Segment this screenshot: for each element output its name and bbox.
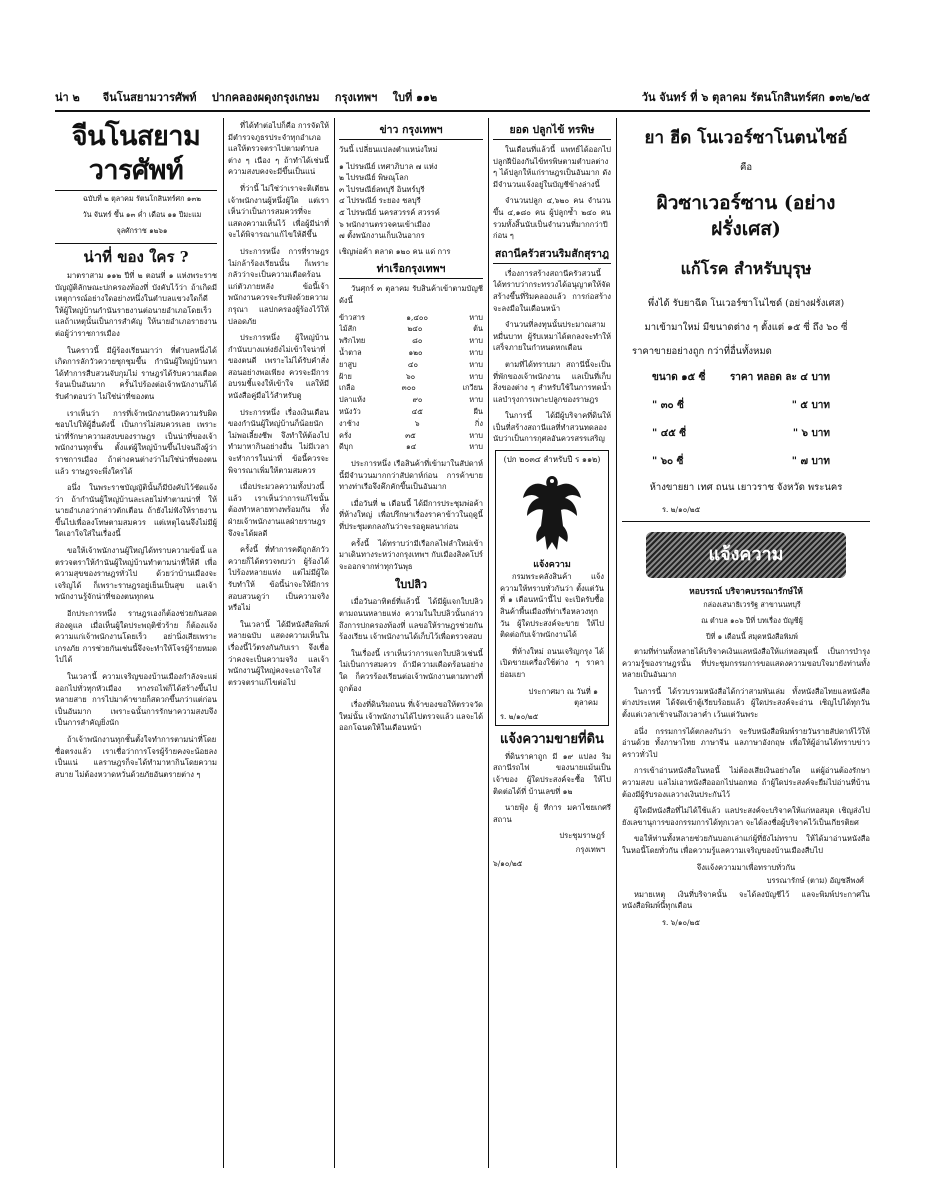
header-rule (55, 110, 870, 112)
library-signature: บรรณารักษ์ (ตาม) อัญชลีพงศ์ (766, 876, 864, 886)
cargo-unit: หาบ (469, 430, 483, 440)
ad-shop: ห้างขายยา เทศ ถนน เยาวราช จังหวัด พระนคร (649, 482, 843, 493)
cargo-unit: ต้น (473, 324, 483, 334)
page-number: น่า ๒ (55, 91, 80, 104)
table-row (339, 312, 483, 324)
station-paragraph: ตามที่ได้ทราบมา สถานีนี้จะเป็นที่พักของเจ้าพนักงาน แลเป็นที่เก็บสิ่งของต่าง ๆ สำหรับใช้ในการทดน้ำแลบำรุงการเพาะปลูกของราษฎร (493, 359, 611, 404)
cargo-qty: ๓๕ (405, 430, 416, 440)
cargo-table (339, 312, 483, 454)
cargo-qty: ๓๐๐ (401, 383, 416, 393)
table-row (339, 371, 483, 383)
article-paragraph: ประการหนึ่ง เรื่องเงินเดือนของกำนันผู้ใหญ่บ้านก็น้อยนัก ไม่พอเลี้ยงชีพ จึงทำให้ต้องไปทำมาหากินอย่างอื่น ไม่มีเวลาจะทำการในน่าที่ ข้อนี้ควรจะพิจารณาเพิ่มให้ตามสมควร (228, 407, 329, 475)
library-paragraph: การเข้าอ่านหนังสือในหอนี้ ไม่ต้องเสียเงินอย่างใด แต่ผู้อ่านต้องรักษาความสงบ แลไม่เอาหนังสือออกไปนอกหอ ถ้าผู้ใดประสงค์จะยืมไปอ่านที่บ้าน ต้องมีผู้รับรองแลวางเงินประกันไว้ (622, 766, 870, 799)
issue-label: ใบที่ (392, 91, 413, 104)
column-rule-4 (616, 118, 617, 1168)
port-heading: ท่าเรือกรุงเทพฯ (339, 262, 483, 279)
table-row (339, 418, 483, 430)
leaflet-paragraph: เรื่องที่ดินริมถนน ที่เจ้าของขอให้ตรวจวัดใหม่นั้น เจ้าพนักงานได้ไปตรวจแล้ว แลจะได้ออกโฉนดให้ในเดือนหน้า (339, 700, 483, 733)
port-intro: วันศุกร์ ๓ ตุลาคม รับสินค้าเข้าตามบัญชีดังนี้ (339, 284, 483, 305)
news-list (339, 161, 483, 242)
article-paragraph: ที่ได้ทำต่อไปก็คือ การจัดให้มีตำรวจภูธรประจำทุกอำเภอ แลให้ตรวจตราไปตามตำบลต่าง ๆ เนือง ๆ ถ้าทำได้เช่นนี้ ความสงบคงจะมีขึ้นเป็นแน่ (228, 121, 329, 177)
price-row (622, 368, 870, 388)
land-sale-paragraph: ที่ดินราคาถูก มี ๑๙ แปลง ริมสถานีรถไฟ ของนายแม้นเป็นเจ้าของ ผู้ใดประสงค์จะซื้อ ให้ไปติดต่อได้ที่ บ้านเลขที่ ๑๒ (493, 751, 611, 796)
cargo-unit: หาบ (469, 395, 483, 405)
list-item: ๔ ไปรษณีย์ ระยอง ชลบุรี (339, 196, 421, 206)
cargo-qty: ๙๐ (412, 395, 423, 405)
notice-paragraph: ที่ห้างใหม่ ถนนเจริญกรุง ได้เปิดขายเครื่องใช้ต่าง ๆ ราคาย่อมเยา (500, 646, 604, 679)
ad-text-3: ราคาขายอย่างถูก กว่าที่อื่นทั้งหมด (632, 346, 772, 357)
article-paragraph: ประการหนึ่ง ผู้ใหญ่บ้านกำนันบางแห่งยังไม่เข้าใจน่าที่ของตนดี เพราะไม่ได้รับคำสั่งสอนอย่างพอเพียง ควรจะมีการอบรมชี้แจงให้เข้าใจ แลให้มีหนังสือคู่มือไว้สำหรับดู (228, 333, 329, 401)
library-sub-1: กล่องเสนาธิเวรรัฐ สาขานนทบุรี (703, 600, 801, 609)
price-size: " ๓๐ ซี่ (652, 400, 684, 411)
notice-signature: ประกาศมา ณ วันที่ ๑ ตุลาคม (528, 686, 598, 708)
table-row (339, 430, 483, 442)
price-value: " ๖ บาท (792, 428, 830, 439)
price-size: " ๖๐ ซี่ (652, 456, 684, 467)
list-item: ๑ ไปรษณีย์ เทศาภิบาล ๗ แห่ง (339, 161, 438, 171)
garuda-seal-icon (517, 470, 587, 556)
editorial-paragraph: อนึ่ง ในพระราชบัญญัตินั้นก็มีบังคับไว้ชัดแจ้งว่า ถ้ากำนันผู้ใหญ่บ้านละเลยไม่ทำตามน่าที่ ให้นายอำเภอว่ากล่าวตักเตือน ถ้ายังไม่ฟังให้รายงานขึ้นไปเพื่อลงโทษตามสมควร แต่เหตุไฉนจึงไม่มีผู้ใดเอาใจใส่ในเรื่องนี้ (55, 483, 217, 539)
cargo-unit: ผืน (473, 406, 483, 416)
column-5 (622, 120, 870, 1170)
notice-box-title: (ปก ๒๐๓๔ สำหรับปี ร ๑๑๒) (503, 455, 601, 465)
column-rule-2 (334, 118, 335, 1168)
ad-title: ยา ฮีด โนเวอร์ซาโนตนไซอ์ (644, 128, 848, 148)
paper-name: จีนโนสยามวารศัพท์ (102, 91, 197, 104)
price-row (622, 452, 870, 472)
list-item: ๕ ไปรษณีย์ นครสวรรค์ สวรรค์ (339, 207, 440, 217)
masthead-date: วัน จันทร์ ขึ้น ๑๓ ค่ำ เดือน ๑๑ ปีมะแม (82, 210, 202, 219)
editorial-paragraph: ในเวลานี้ ความเจริญของบ้านเมืองกำลังจะแผ่ออกไปทั่วทุกหัวเมือง ทางรถไฟก็ได้สร้างขึ้นไปหลายสาย การไปมาค้าขายก็สดวกขึ้นกว่าแต่ก่อนเป็นอันมาก เพราะฉนั้นการรักษาความสงบจึงเป็นการสำคัญยิ่งนัก (55, 672, 217, 728)
price-value: " ๕ บาท (791, 400, 830, 411)
port-paragraph: ครั้งนี้ ได้ทราบว่ามีเรือกลไฟลำใหม่เข้ามาเดินทางระหว่างกรุงเทพฯ กับเมืองสิงคโปร์ จะออกจากท่าทุกวันพุธ (339, 538, 483, 571)
library-sub-3: ปีที่ ๑ เดือนนี้ สมุดหนังสือพิมพ์ (706, 632, 798, 641)
port-paragraph: ประการหนึ่ง เรือสินค้าที่เข้ามาในสัปดาห์นี้มีจำนวนมากกว่าสัปดาห์ก่อน การค้าขายทางท่าเรือจึงคึกคักขึ้นเป็นอันมาก (339, 459, 483, 492)
issue-number: ๑๑๒ (416, 91, 438, 104)
library-paragraph: ตามที่ท่านทั้งหลายได้บริจาคเงินแลหนังสือให้แก่หอสมุดนี้ เป็นการบำรุงความรู้ของราษฎรนั้น ที่ประชุมกรรมการขอแสดงความขอบใจมายังท่านทั้งหลายเป็นอันมาก (622, 647, 870, 680)
masthead-issue: ฉบับที่ ๒ ตุลาคม รัตนโกสินทร์ศก ๑๓๒ (83, 194, 201, 203)
land-sale-heading: แจ้งความขายที่ดิน (500, 731, 604, 747)
page-header (55, 88, 870, 108)
column-2 (228, 120, 329, 1170)
notice-box (495, 450, 609, 726)
notice-date: ร. ๒/๑๐/๒๕ (500, 711, 539, 721)
article-paragraph: ประการหนึ่ง การที่ราษฎรไม่กล้าร้องเรียนนั้น ก็เพราะกลัวว่าจะเป็นความเดือดร้อนแก่ตัวภายหลัง ข้อนี้เจ้าพนักงานควรจะรับฟังด้วยความกรุณา แลปกครองผู้ร้องไว้ให้ปลอดภัย (228, 246, 329, 326)
list-item: ๒ ไปรษณีย์ พิษณุโลก (339, 173, 409, 183)
table-row (339, 394, 483, 406)
ad-text-2: มาเข้ามาใหม่ มีขนาดต่าง ๆ ตั้งแต่ ๑๕ ซี่ ถึง ๖๐ ซี่ (644, 322, 848, 333)
library-footnote: หมายเหตุ เงินที่บริจาคนั้น จะได้ลงบัญชีไว้ แลจะพิมพ์ประกาศในหนังสือพิมพ์นี้ทุกเดือน (622, 889, 870, 911)
editorial-paragraph: ถ้าเจ้าพนักงานทุกชั้นตั้งใจทำการตามน่าที่โดยซื่อตรงแล้ว เราเชื่อว่าการโจรผู้ร้ายคงจะน้อยลงเป็นแน่ แลราษฎรก็จะได้ทำมาหากินโดยความสบาย ไม่ต้องหวาดหวั่นด้วยภัยอันตรายต่าง ๆ (55, 734, 217, 779)
header-left (55, 88, 437, 106)
column-3 (339, 120, 483, 1170)
cargo-unit: หาบ (469, 347, 483, 357)
leaflet-paragraph: เมื่อวันอาทิตย์ที่แล้วนี้ ได้มีผู้แจกใบปลิวตามถนนหลายแห่ง ความในใบปลิวนั้นกล่าวถึงการปกครองท้องที่ แลขอให้ราษฎรช่วยกันร้องเรียน เจ้าพนักงานได้เก็บไว้เพื่อตรวจสอบ (339, 597, 483, 642)
port-paragraph: เมื่อวันที่ ๒ เดือนนี้ ได้มีการประชุมพ่อค้าที่ห้างใหญ่ เพื่อปรึกษาเรื่องราคาข้าวในฤดูนี้ ที่ประชุมตกลงกันว่าจะรอดูผลนาก่อน (339, 498, 483, 532)
editorial-paragraph: ขอให้เจ้าพนักงานผู้ใหญ่ได้ทราบความข้อนี้ แลตรวจตราให้กำนันผู้ใหญ่บ้านทำตามน่าที่ให้ดี เพื่อความสุขของราษฎรทั่วไป ด้วยว่าบ้านเมืองจะเจริญได้ ก็เพราะราษฎรอยู่เย็นเป็นสุข แลเจ้าพนักงานรู้จักน่าที่ของตนทุกคน (55, 546, 217, 602)
office-address: ปากคลองผดุงกรุงเกษม (211, 91, 320, 104)
city: กรุงเทพฯ (334, 91, 378, 104)
cargo-qty: ๘๐ (412, 336, 423, 346)
editorial-paragraph: มาตราสาม ๑๑๒ ปีที่ ๒ ตอนที่ ๑ แห่งพระราชบัญญัติลักษณะปกครองท้องที่ บังคับไว้ว่า ถ้าเกิดมีเหตุการณ์อย่างใดอย่างหนึ่งในตำบลแขวงใดก็ดี ให้ผู้ใหญ่บ้านกำนันรายงานต่อนายอำเภอโดยเร็ว แลถ้าเหตุนั้นเป็นการสำคัญ ให้นายอำเภอรายงานต่อผู้ว่าราชการเมือง (55, 271, 217, 338)
library-sub-2: ณ ตำบล ๑๐๖ ปีที่ บทเรื่อง บัญชีผู้ (701, 616, 803, 625)
price-size: " ๔๕ ซี่ (652, 428, 687, 439)
article-paragraph: ครั้งนี้ ที่ทำการคดีถูกลักวัวควายก็ได้ตรวจพบว่า ผู้ร้องได้ไปร้องหลายแห่ง แต่ไม่มีผู้ใดรับทำให้ ข้อนี้น่าจะให้มีการสอบสวนดูว่า เป็นความจริงหรือไม่ (228, 545, 329, 613)
table-row (339, 359, 483, 371)
cargo-item: หนังวัว (339, 406, 361, 416)
leaflet-paragraph: ในเรื่องนี้ เราเห็นว่าการแจกใบปลิวเช่นนี้ ไม่เป็นการสมควร ถ้ามีความเดือดร้อนอย่างใด ก็ควรร้องเรียนต่อเจ้าพนักงานตามทางที่ถูกต้อง (339, 648, 483, 693)
price-size: ขนาด ๑๕ ซี่ (652, 372, 706, 383)
table-row (339, 441, 483, 453)
cargo-item: งาช้าง (339, 418, 360, 428)
ad-is: คือ (739, 162, 753, 173)
table-row (339, 406, 483, 418)
cargo-item: เกลือ (339, 383, 355, 393)
ad-divider (622, 521, 870, 522)
ad-date: ร. ๒/๑๐/๒๕ (662, 505, 701, 514)
ad-price-list (622, 368, 870, 472)
header-date: วัน จันทร์ ที่ ๖ ตุลาคม รัตนโกสินทร์ศก ๑๓๒/๒๕ (641, 91, 870, 104)
library-heading: หอบรรณ์ บริจาคบรรณารักษ์ให้ (689, 587, 803, 597)
cargo-item: ดีบุก (339, 442, 353, 452)
list-item: ๗ ตั้งพนักงานเก็บเงินอากร (339, 231, 425, 241)
vaccine-heading: ยอด ปลูกไข้ ทรพิษ (493, 123, 611, 140)
station-paragraph: จำนวนที่ลงทุนนั้นประมาณสามหมื่นบาท ผู้รับเหมาได้ตกลงจะทำให้เสร็จภายในกำหนดหกเดือน (493, 320, 611, 353)
masthead-info (55, 190, 217, 244)
news-list-intro: วันนี้ เปลี่ยนแปลงตำแหน่งใหม่ (339, 145, 438, 154)
ad-text-1: พึ่งได้ รับยาฉีด โนเวอร์ซาโนไซด์ (อย่างฝรั่งเศส) (647, 298, 845, 309)
price-row (622, 424, 870, 444)
vaccine-paragraph: จำนวนปลูก ๔,๖๒๐ คน จำนวนขึ้น ๔,๑๘๐ คน ผู้ปลูกซ้ำ ๒๔๐ คน รวมทั้งสิ้นนับเป็นจำนวนที่มากกว่าปีก่อน ๆ (493, 196, 611, 241)
cargo-unit: หาบ (469, 371, 483, 381)
column-1 (55, 120, 217, 1170)
cargo-qty: ๖ (414, 418, 420, 428)
ad-cure: แก้โรค สำหรับบุรุษ (680, 259, 812, 278)
cargo-item: ฝ้าย (339, 371, 352, 381)
notice-banner: แจ้งความ (646, 532, 846, 578)
table-row (339, 347, 483, 359)
cargo-qty: ๑๔ (405, 442, 417, 452)
price-value: " ๗ บาท (791, 456, 830, 467)
table-row (339, 323, 483, 335)
library-date: ร. ๖/๑๐/๒๕ (662, 917, 701, 927)
article-paragraph: ที่ว่านี้ ไม่ใช่ว่าเราจะติเตียนเจ้าพนักงานผู้หนึ่งผู้ใด แต่เราเห็นว่าเป็นการสมควรที่จะแสดงความเห็นไว้ เพื่อผู้มีน่าที่จะได้พิจารณาแก้ไขให้ดีขึ้น (228, 183, 329, 240)
notice-paragraph: กรมพระคลังสินค้า แจ้งความให้ทราบทั่วกันว่า ตั้งแต่วันที่ ๑ เดือนหน้านี้ไป จะเปิดรับซื้อสินค้าพื้นเมืองที่ท่าเรือหลวงทุกวัน ผู้ใดประสงค์จะขาย ให้ไปติดต่อกับเจ้าพนักงานได้ (500, 572, 604, 640)
list-item: ๖ พนักงานตรวจคนเข้าเมือง (339, 219, 431, 229)
cargo-item: ข้าวสาร (339, 312, 365, 322)
ad-product-name: ผิวซาเวอร์ซาน (อย่างฝรั่งเศส) (656, 192, 836, 240)
library-closing: จึงแจ้งความมาเพื่อทราบทั่วกัน (696, 862, 796, 872)
cargo-unit: หาบ (469, 442, 483, 452)
masthead-year: จุลศักราช ๑๒๖๑ (116, 226, 168, 235)
cargo-unit: กิ่ง (474, 418, 483, 428)
station-paragraph: ในการนี้ ได้มีผู้บริจาคที่ดินให้เป็นที่สร้างสถานีแลที่ทำสวนทดลอง นับว่าเป็นการกุศลอันควรสรรเสริญ (493, 411, 611, 444)
cargo-item: ไม้สัก (339, 324, 357, 334)
cargo-qty: ๑๒๐ (408, 347, 423, 357)
news-list-note: เชิญพ่อค้า ตลาด ๑๒๐ คน แด่ การ (339, 246, 451, 256)
station-paragraph: เรื่องการสร้างสถานีครัวสวนนี้ ได้ทราบว่ากระทรวงได้อนุญาตให้จัดสร้างขึ้นที่ริมคลองแล้ว การก่อสร้างจะลงมือในเดือนหน้า (493, 268, 611, 313)
library-paragraph: ผู้ใดมีหนังสือที่ไม่ได้ใช้แล้ว แลประสงค์จะบริจาคให้แก่หอสมุด เชิญส่งไปยังเลขานุการของกรรมการได้ทุกเวลา จะได้ลงชื่อผู้บริจาคไว้เป็นเกียรติยศ (622, 806, 870, 827)
column-rule-1 (223, 118, 224, 1168)
list-item: ๓ ไปรษณีย์ลพบุรี อินทร์บุรี (339, 184, 425, 194)
article-paragraph: เมื่อประมวลความทั้งปวงนี้แล้ว เราเห็นว่าการแก้ไขนั้นต้องทำหลายทางพร้อมกัน ทั้งฝ่ายเจ้าพนักงานแลฝ่ายราษฎร จึงจะได้ผลดี (228, 482, 329, 538)
cargo-item: ครั่ง (339, 430, 352, 440)
masthead: จีนโนสยามวารศัพท์ (71, 121, 201, 186)
column-rule-3 (488, 118, 489, 1168)
article-paragraph: ในเวลานี้ ได้มีหนังสือพิมพ์หลายฉบับ แสดงความเห็นในเรื่องนี้ไว้ตรงกันกับเรา จึงเชื่อว่าคงจะเป็นความจริง แลเจ้าพนักงานผู้ใหญ่คงจะเอาใจใส่ตรวจตราแก้ไขต่อไป (228, 619, 329, 687)
library-paragraph: อนึ่ง กรรมการได้ตกลงกันว่า จะรับหนังสือพิมพ์รายวันรายสัปดาห์ไว้ให้อ่านด้วย ทั้งภาษาไทย ภาษาจีน แลภาษาอังกฤษ เพื่อให้ผู้อ่านได้ทราบข่าวคราวทั่วไป (622, 726, 870, 759)
cargo-unit: หาบ (469, 312, 483, 322)
editorial-paragraph: เราเห็นว่า การที่เจ้าพนักงานปัดความรับผิดชอบไปให้ผู้อื่นดังนี้ เป็นการไม่สมควรเลย เพราะน่าที่รักษาความสงบของราษฎร เป็นน่าที่ของเจ้าพนักงานทุกชั้น ตั้งแต่ผู้ใหญ่บ้านขึ้นไปจนถึงผู้ว่าราชการเมือง ถ้าต่างคนต่างว่าไม่ใช่น่าที่ของตนแล้ว ราษฎรจะพึ่งใครได้ (55, 408, 217, 476)
news-heading: ข่าว กรุงเทพฯ (339, 123, 483, 140)
seal-title: แจ้งความ (533, 559, 571, 570)
library-paragraph: ขอให้ท่านทั้งหลายช่วยกันบอกเล่าแก่ผู้ที่ยังไม่ทราบ ให้ได้มาอ่านหนังสือในหอนี้โดยทั่วกัน เพื่อความรู้แลความเจริญของบ้านเมืองสืบไป (622, 834, 870, 855)
land-sale-paragraph: นายฟุ้ง ผู้ ทีการ มคาไชยเกศรีสถาน (493, 803, 611, 824)
cargo-unit: เกวียน (462, 383, 483, 393)
cargo-qty: ๔๐ (407, 359, 419, 369)
land-sale-city: กรุงเทพฯ (575, 844, 605, 854)
cargo-unit: หาบ (469, 359, 483, 369)
cargo-item: น้ำตาล (339, 347, 362, 357)
editorial-title: น่าที่ ของ ใคร ? (83, 248, 189, 266)
editorial-paragraph: ในคราวนี้ มีผู้ร้องเรียนมาว่า ที่ตำบลหนึ่งได้เกิดการลักวัวควายชุกชุมขึ้น กำนันผู้ใหญ่บ้านหาได้ทำการสืบสวนจับกุมไม่ ราษฎรได้รับความเดือดร้อนเป็นอันมาก ครั้นไปร้องต่อเจ้าพนักงานก็ได้รับคำตอบว่า ไม่ใช่น่าที่ของตน (55, 345, 217, 401)
cargo-item: ปลาแห้ง (339, 395, 366, 405)
cargo-item: ยาสูบ (339, 359, 357, 369)
land-sale-signature: ประชุมราษฎร์ (559, 831, 605, 841)
cargo-item: พริกไทย (339, 336, 366, 346)
cargo-unit: หาบ (469, 336, 483, 346)
editorial-paragraph: อีกประการหนึ่ง ราษฎรเองก็ต้องช่วยกันสอดส่องดูแล เมื่อเห็นผู้ใดประพฤติชั่วร้าย ก็ต้องแจ้งความแก่เจ้าพนักงานโดยเร็ว อย่านิ่งเสียเพราะเกรงภัย การช่วยกันเช่นนี้จึงจะทำให้โจรผู้ร้ายหมดไปได้ (55, 609, 217, 665)
price-row (622, 396, 870, 416)
vaccine-paragraph: ในเดือนที่แล้วนี้ แพทย์ได้ออกไปปลูกฝีป้องกันไข้ทรพิษตามตำบลต่าง ๆ ได้ปลูกให้แก่ราษฎรเป็นอันมาก ดังมีจำนวนแจ้งอยู่ในบัญชีข้างล่างนี้ (493, 145, 611, 189)
table-row (339, 382, 483, 394)
leaflet-heading: ใบปลิว (394, 578, 428, 592)
cargo-qty: ๒๔๐ (407, 324, 423, 334)
cargo-qty: ๑,๔๐๐ (406, 312, 428, 322)
price-value: ราคา หลอด ละ ๔ บาท (729, 372, 830, 383)
library-paragraph: ในการนี้ ได้รวบรวมหนังสือได้กว่าสามพันเล่ม ทั้งหนังสือไทยแลหนังสือต่างประเทศ ได้จัดเข้าตู้เรียบร้อยแล้ว ผู้ใดประสงค์จะอ่าน เชิญไปได้ทุกวันตั้งแต่เวลาเช้าจนถึงเวลาค่ำ เว้นแต่วันพระ (622, 686, 870, 719)
station-heading: สถานีครัวสวนริมสักสุราฎ (493, 247, 611, 264)
table-row (339, 335, 483, 347)
cargo-qty: ๖๐ (405, 371, 416, 381)
cargo-qty: ๔๕ (411, 406, 423, 416)
land-sale-date: ๖/๑๐/๒๕ (493, 858, 523, 868)
column-4 (493, 120, 611, 1170)
